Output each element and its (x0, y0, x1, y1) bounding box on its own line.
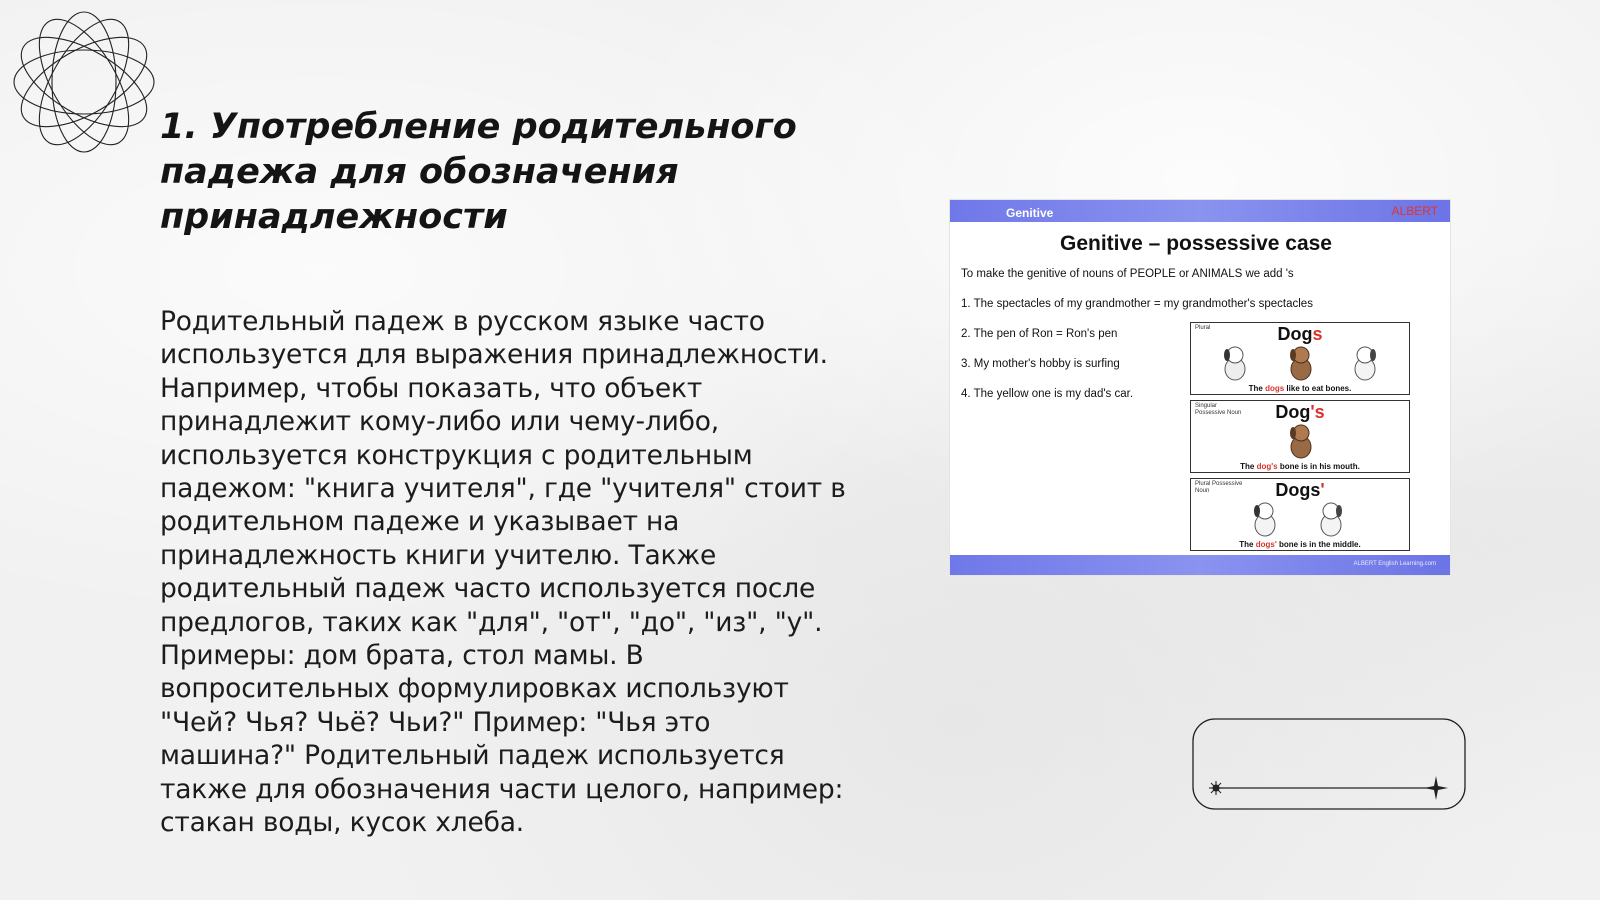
dog-singular-possessive-picture (1190, 400, 1410, 473)
slide-intro: To make the genitive of nouns of PEOPLE or ANIMALS we add 's (961, 268, 1294, 280)
example-2: 2. The pen of Ron = Ron's pen (961, 328, 1118, 340)
picture-caption: The dogs like to eat bones. (1248, 384, 1352, 393)
star-icon (1424, 776, 1448, 800)
picture-caption: The dogs' bone is in the middle. (1239, 540, 1361, 549)
genitive-slide-image (950, 200, 1450, 575)
example-1: 1. The spectacles of my grandmother = my grandmother's spectacles (961, 298, 1313, 310)
dog-icon (1221, 345, 1249, 381)
slide-top-bar (950, 200, 1450, 222)
slide-bottom-bar (950, 555, 1450, 575)
dog-icon (1251, 501, 1279, 537)
dogs-plural-picture (1190, 322, 1410, 395)
picture-word: Dogs (1277, 324, 1323, 344)
orbit-ring-icon (10, 8, 158, 156)
example-4: 4. The yellow one is my dad's car. (961, 388, 1134, 400)
picture-caption: The dog's bone is in his mouth. (1240, 462, 1360, 471)
dogs-plural-possessive-picture (1190, 478, 1410, 551)
dog-icon (1317, 501, 1345, 537)
slide-title: 1. Употребление родительного падежа для обозначения принадлежности (160, 107, 797, 237)
slide-brand: ALBERT (1391, 204, 1438, 218)
rounded-frame-decoration (1192, 718, 1466, 810)
picture-note: Plural Possessive Noun (1195, 481, 1243, 494)
slide-tag: Genitive (1006, 206, 1054, 220)
dog-icon (1287, 423, 1315, 459)
picture-word: Dogs' (1275, 480, 1325, 500)
example-3: 3. My mother's hobby is surfing (961, 358, 1120, 370)
picture-note: Plural (1195, 325, 1211, 331)
slide-footer: ALBERT English Learning.com (1353, 561, 1436, 567)
picture-note: Singular Possessive Noun (1195, 403, 1242, 416)
dog-icon (1287, 345, 1315, 381)
sparkle-icon (1209, 781, 1223, 795)
picture-word: Dog's (1275, 402, 1325, 422)
dog-icon (1351, 345, 1379, 381)
slide-heading: Genitive – possessive case (1059, 232, 1332, 255)
body-paragraph: Родительный падеж в русском языке часто используется для выражения принадлежности. Например, чтобы показать, что объект принадлежит кому-либо или чему-либо, используется конструкция с родительным падежом: "книга учителя", где "учителя" стоит в родительном падеже и указывает на принадлежность книги учителю. Также родительный падеж часто используется после предлогов, таких как "для", "от", "до", "из", "у". Примеры: дом брата, стол мамы. В вопросительных формулировках используют "Чей? Чья? Чьё? Чьи?" Пример: "Чья это машина?" Родительный падеж используется также для обозначения части целого, например: стакан воды, кусок хлеба. (160, 306, 846, 839)
